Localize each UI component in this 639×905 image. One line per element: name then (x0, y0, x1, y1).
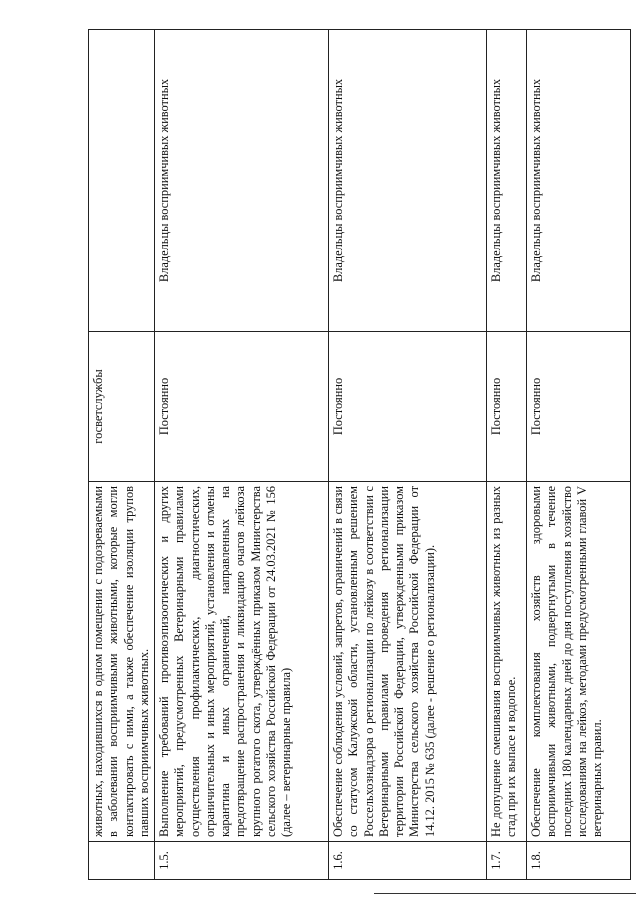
table-row (329, 30, 487, 880)
table-row (89, 30, 155, 880)
row-responsible: Владельцы восприимчивых животных (155, 30, 329, 332)
row-responsible: Владельцы восприимчивых животных (487, 30, 527, 332)
row-description: Выполнение требований противоэпизоотических и других мероприятий, предусмотренных Ветеринарными правилами осуществления профилактических, диагностических, ограничительных и иных мероприятий, установления и отмены карантина и иных ограничений, направленных на предотвращение распространения и ликвидацию очагов лейкоза крупного рогатого скота, утверждённых приказом Министерства сельского хозяйства Российской Федерации от 24.03.2021 № 156 (далее – ветеринарные правила) (155, 482, 329, 842)
row-responsible (89, 30, 155, 332)
row-term: Постоянно (155, 332, 329, 482)
row-description: Обеспечение соблюдения условий, запретов, ограничений в связи со статусом Калужской области, установленным решением Россельхознадзора о регионализации по лейкозу в соответствии с Ветеринарными правилами проведения регионализации территории Российской Федерации, утвержденными приказом Министерства сельского хозяйства Российской Федерации от 14.12. 2015 № 635 (далее - решение о регионализации). (329, 482, 487, 842)
table-row (155, 30, 329, 880)
row-number: 1.8. (527, 842, 631, 880)
row-number: 1.7. (487, 842, 527, 880)
row-number: 1.5. (155, 842, 329, 880)
measures-table (88, 29, 631, 880)
row-term: госветслужбы (89, 332, 155, 482)
table-row (527, 30, 631, 880)
table-row (487, 30, 527, 880)
row-term: Постоянно (487, 332, 527, 482)
row-number (89, 842, 155, 880)
row-description: Обеспечение комплектования хозяйств здоровыми восприимчивыми животными, подвергнутыми в течение последних 180 календарных дней до дня поступления в хозяйство исследованиям на лейкоз, методами предусмотренными главой V ветеринарных правил. (527, 482, 631, 842)
row-term: Постоянно (527, 332, 631, 482)
row-responsible: Владельцы восприимчивых животных (527, 30, 631, 332)
row-description: Не допущение смешивания восприимчивых животных из разных стад при их выпасе и водопое. (487, 482, 527, 842)
row-description: животных, находившихся в одном помещении с подозреваемыми в заболевании восприимчивыми животными, которые могли контактировать с ними, а также обеспечение изоляции трупов павших восприимчивых животных. (89, 482, 155, 842)
rotated-page (88, 30, 628, 880)
row-term: Постоянно (329, 332, 487, 482)
footer-rule (374, 893, 636, 894)
row-number: 1.6. (329, 842, 487, 880)
row-responsible: Владельцы восприимчивых животных (329, 30, 487, 332)
